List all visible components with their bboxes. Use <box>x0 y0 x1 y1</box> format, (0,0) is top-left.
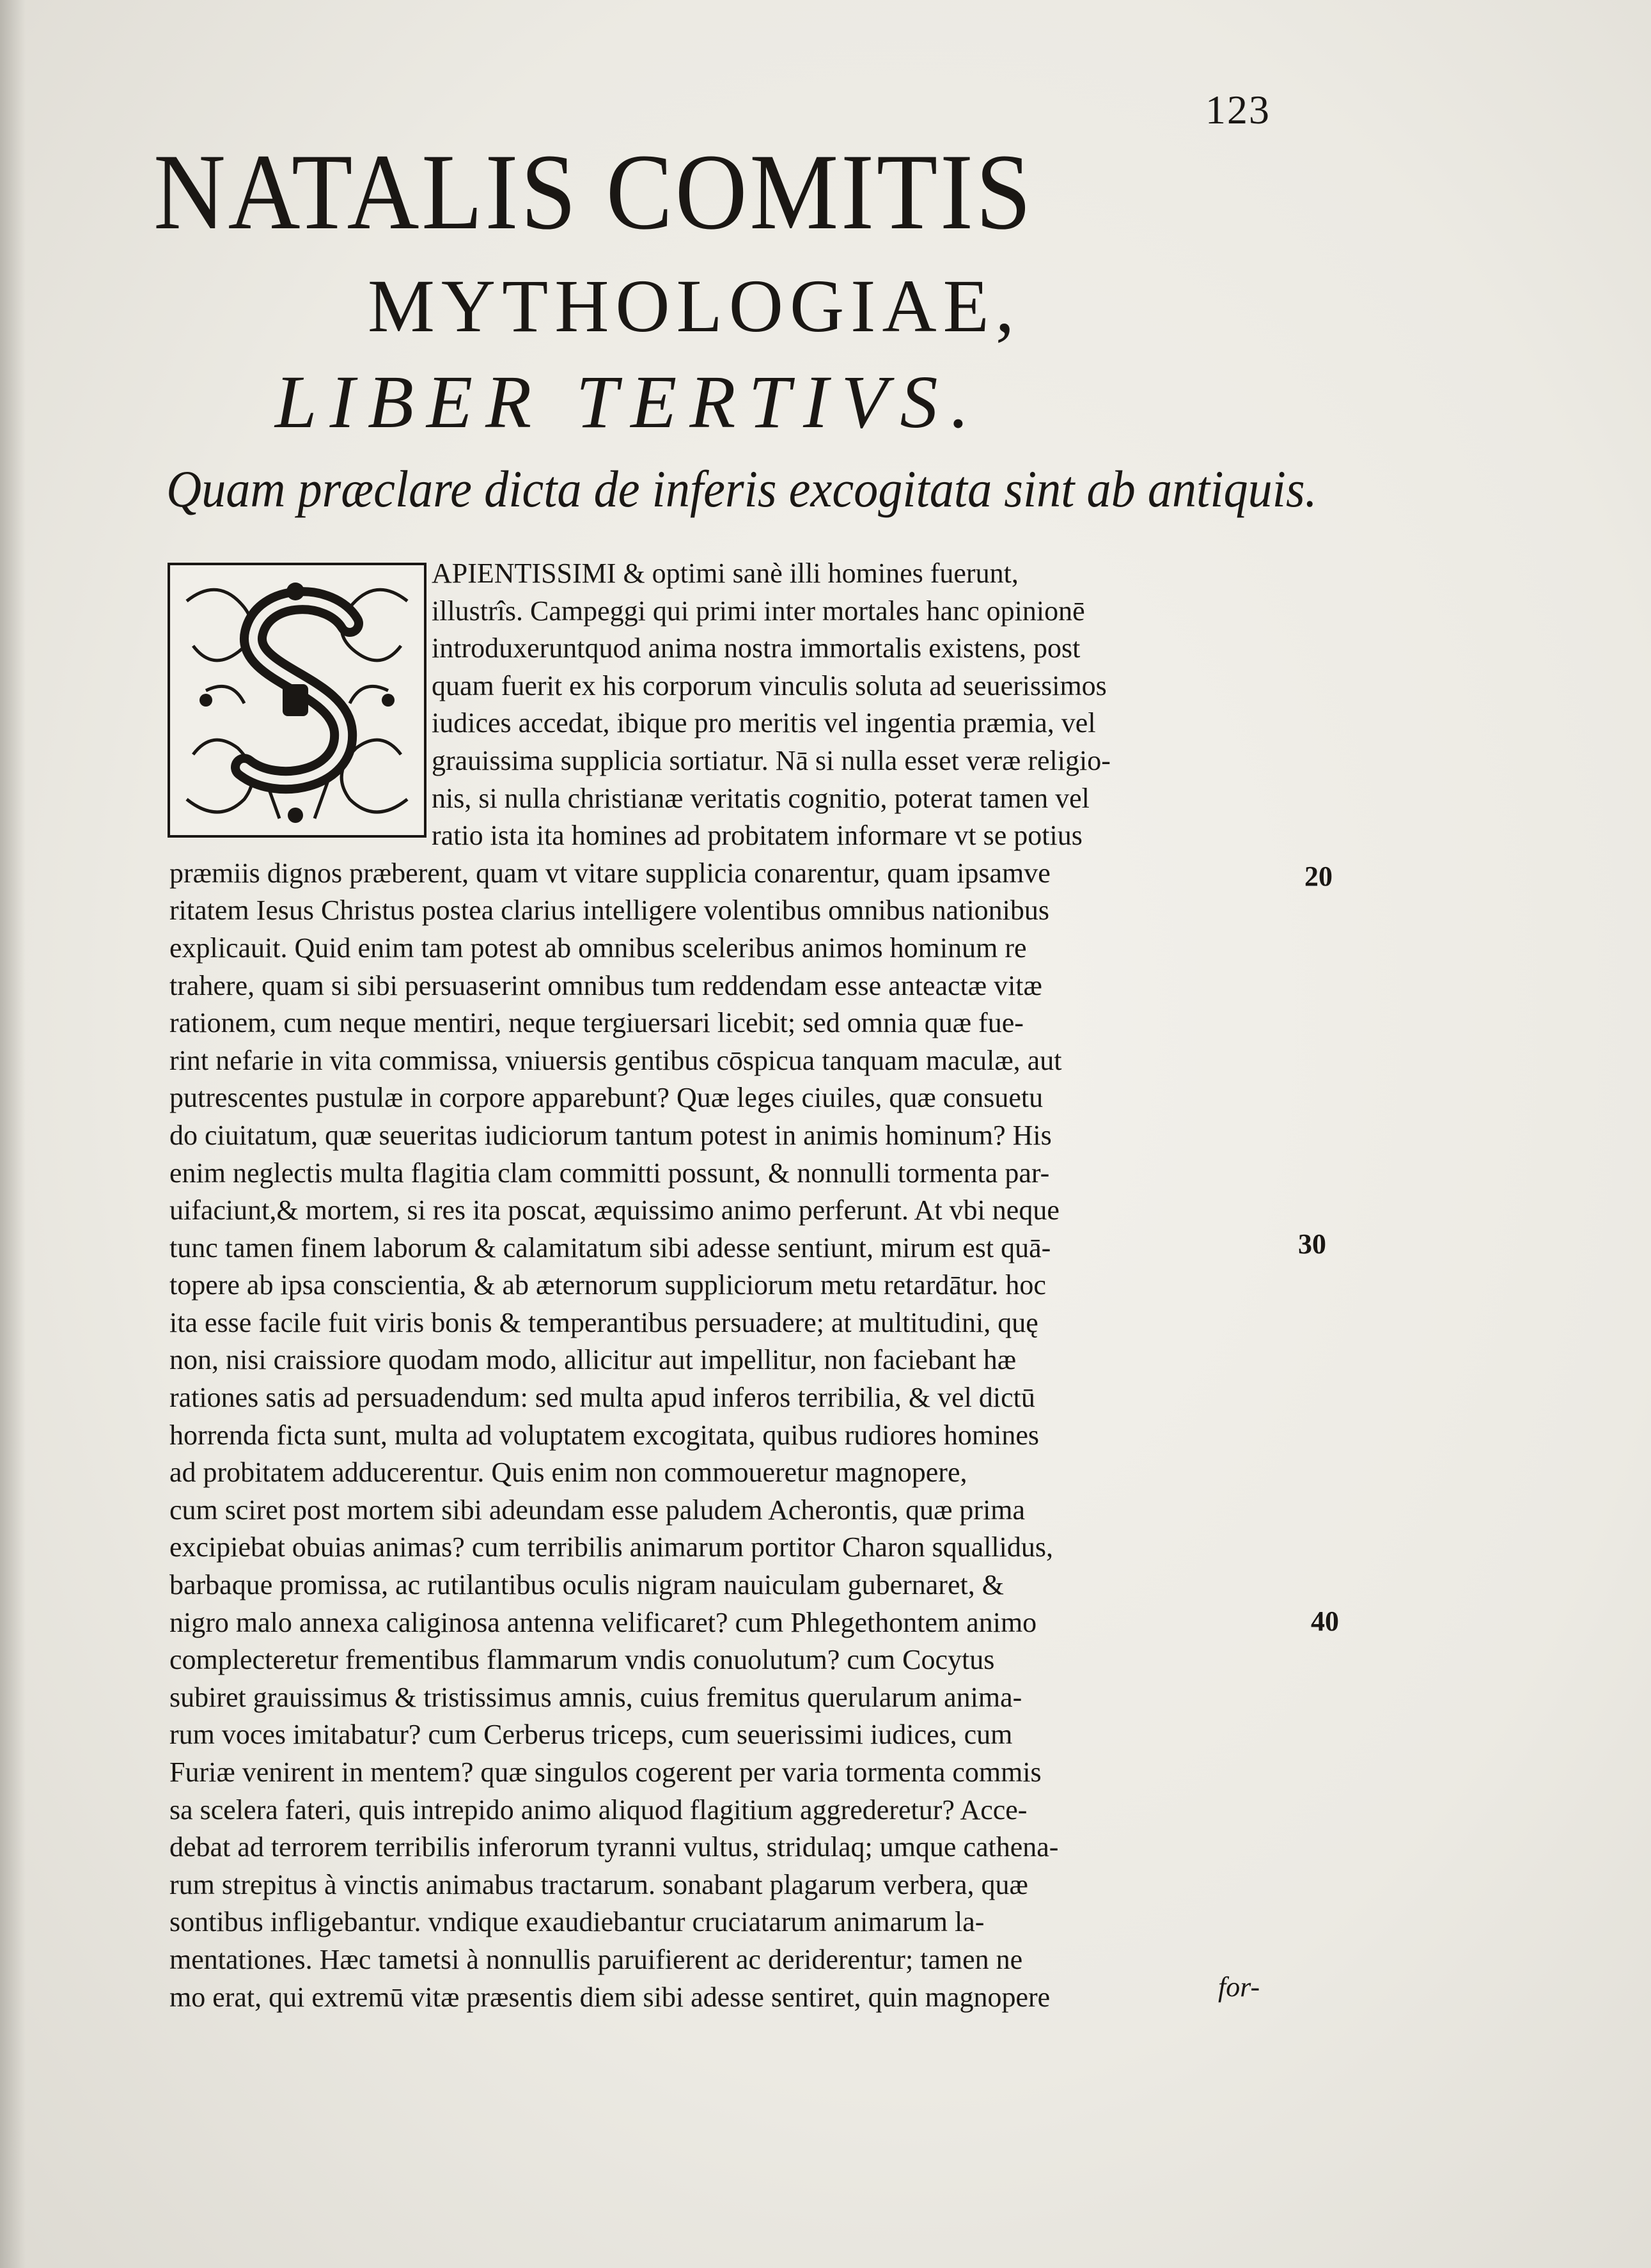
text-line: ritatem Iesus Christus postea clarius intelligere volentibus omnibus nationibus <box>169 895 1050 927</box>
text-line: nis, si nulla christianæ veritatis cognitio, poterat tamen vel <box>432 782 1090 814</box>
text-line: non, nisi craissiore quodam modo, allicitur aut impellitur, non faciebant hæ <box>169 1344 1017 1376</box>
text-line: trahere, quam si sibi persuaserint omnibus tum reddendam esse anteactæ vitæ <box>169 969 1042 1001</box>
body-text <box>169 555 1301 2016</box>
text-line: excipiebat obuias animas? cum terribilis animarum portitor Charon squallidus, <box>169 1531 1054 1563</box>
margin-line-number: 40 <box>1311 1606 1339 1637</box>
text-line: quam fuerit ex his corporum vinculis soluta ad seuerissimos <box>432 669 1107 701</box>
margin-line-number: 30 <box>1298 1228 1326 1260</box>
text-line: rationem, cum neque mentiri, neque tergiuersari licebit; sed omnia quæ fue- <box>169 1007 1024 1039</box>
text-line: rint nefarie in vita commissa, vniuersis gentibus cōspicua tanquam maculæ, aut <box>169 1044 1062 1076</box>
text-line: APIENTISSIMI & optimi sanè illi homines fuerunt, <box>432 558 1019 589</box>
text-line: nigro malo annexa caliginosa antenna velificaret? cum Phlegethontem animo <box>169 1606 1037 1638</box>
title-work: MYTHOLOGIAE, <box>368 264 1021 348</box>
text-line: explicauit. Quid enim tam potest ab omnibus sceleribus animos hominum re <box>169 932 1027 964</box>
text-line: mentationes. Hæc tametsi à nonnullis paruifierent ac deriderentur; tamen ne <box>169 1943 1023 1975</box>
margin-line-number: 20 <box>1304 861 1333 892</box>
text-line: uifaciunt,& mortem, si res ita poscat, æquissimo animo perferunt. At vbi neque <box>169 1194 1060 1226</box>
text-line: illustrîs. Campeggi qui primi inter mortales hanc opinionē <box>432 595 1085 627</box>
text-line: præmiis dignos præberent, quam vt vitare supplicia conarentur, quam ipsamve <box>169 857 1051 889</box>
text-line: ita esse facile fuit viris bonis & temperantibus persuadere; at multitudini, quę <box>169 1306 1038 1338</box>
text-line: debat ad terrorem terribilis inferorum tyranni vultus, stridulaq; umque cathena- <box>169 1831 1059 1863</box>
chapter-heading: Quam præclare dicta de inferis excogitata sint ab antiquis. <box>166 460 1317 518</box>
text-line: iudices accedat, ibique pro meritis vel ingentia præmia, vel <box>432 707 1096 739</box>
page-gutter-shadow <box>0 0 26 2268</box>
page-number: 123 <box>1205 87 1271 132</box>
title-author: NATALIS COMITIS <box>153 132 1034 252</box>
text-line: sa scelera fateri, quis intrepido animo aliquod flagitium aggrederetur? Acce- <box>169 1794 1028 1826</box>
text-line: do ciuitatum, quæ seueritas iudiciorum tantum potest in animis hominum? His <box>169 1119 1052 1151</box>
title-book: LIBER TERTIVS. <box>275 360 982 444</box>
text-line: Furiæ venirent in mentem? quæ singulos cogerent per varia tormenta commis <box>169 1756 1042 1788</box>
text-line: introduxeruntquod anima nostra immortalis existens, post <box>432 632 1081 664</box>
text-line: ratio ista ita homines ad probitatem informare vt se potius <box>432 820 1083 852</box>
text-line: tunc tamen finem laborum & calamitatum sibi adesse sentiunt, mirum est quā- <box>169 1232 1051 1263</box>
text-line: rationes satis ad persuadendum: sed multa apud inferos terribilia, & vel dictū <box>169 1382 1035 1414</box>
text-line: rum voces imitabatur? cum Cerberus triceps, cum seuerissimi iudices, cum <box>169 1719 1013 1751</box>
text-line: grauissima supplicia sortiatur. Nā si nulla esset veræ religio- <box>432 744 1111 776</box>
text-line: rum strepitus à vinctis animabus tractarum. sonabant plagarum verbera, quæ <box>169 1868 1028 1900</box>
text-line: mo erat, qui extremū vitæ præsentis diem sibi adesse sentiret, quin magnopere <box>169 1981 1051 2013</box>
text-line: enim neglectis multa flagitia clam committi possunt, & nonnulli tormenta par- <box>169 1157 1050 1189</box>
text-line: ad probitatem adducerentur. Quis enim non commoueretur magnopere, <box>169 1457 967 1489</box>
text-line: barbaque promissa, ac rutilantibus oculis nigram nauiculam gubernaret, & <box>169 1569 1004 1601</box>
text-line: putrescentes pustulæ in corpore apparebunt? Quæ leges ciuiles, quæ consuetu <box>169 1082 1044 1114</box>
text-line: topere ab ipsa conscientia, & ab æternorum suppliciorum metu retardātur. hoc <box>169 1269 1046 1301</box>
text-line: horrenda ficta sunt, multa ad voluptatem excogitata, quibus rudiores homines <box>169 1419 1039 1451</box>
text-line: subiret grauissimus & tristissimus amnis, cuius fremitus querularum anima- <box>169 1681 1022 1713</box>
text-line: complecteretur frementibus flammarum vndis conuolutum? cum Cocytus <box>169 1644 995 1676</box>
catchword: for- <box>1218 1971 1260 2003</box>
text-line: sontibus infligebantur. vndique exaudiebantur cruciatarum animarum la- <box>169 1906 985 1938</box>
text-line: cum sciret post mortem sibi adeundam esse paludem Acherontis, quæ prima <box>169 1494 1026 1526</box>
